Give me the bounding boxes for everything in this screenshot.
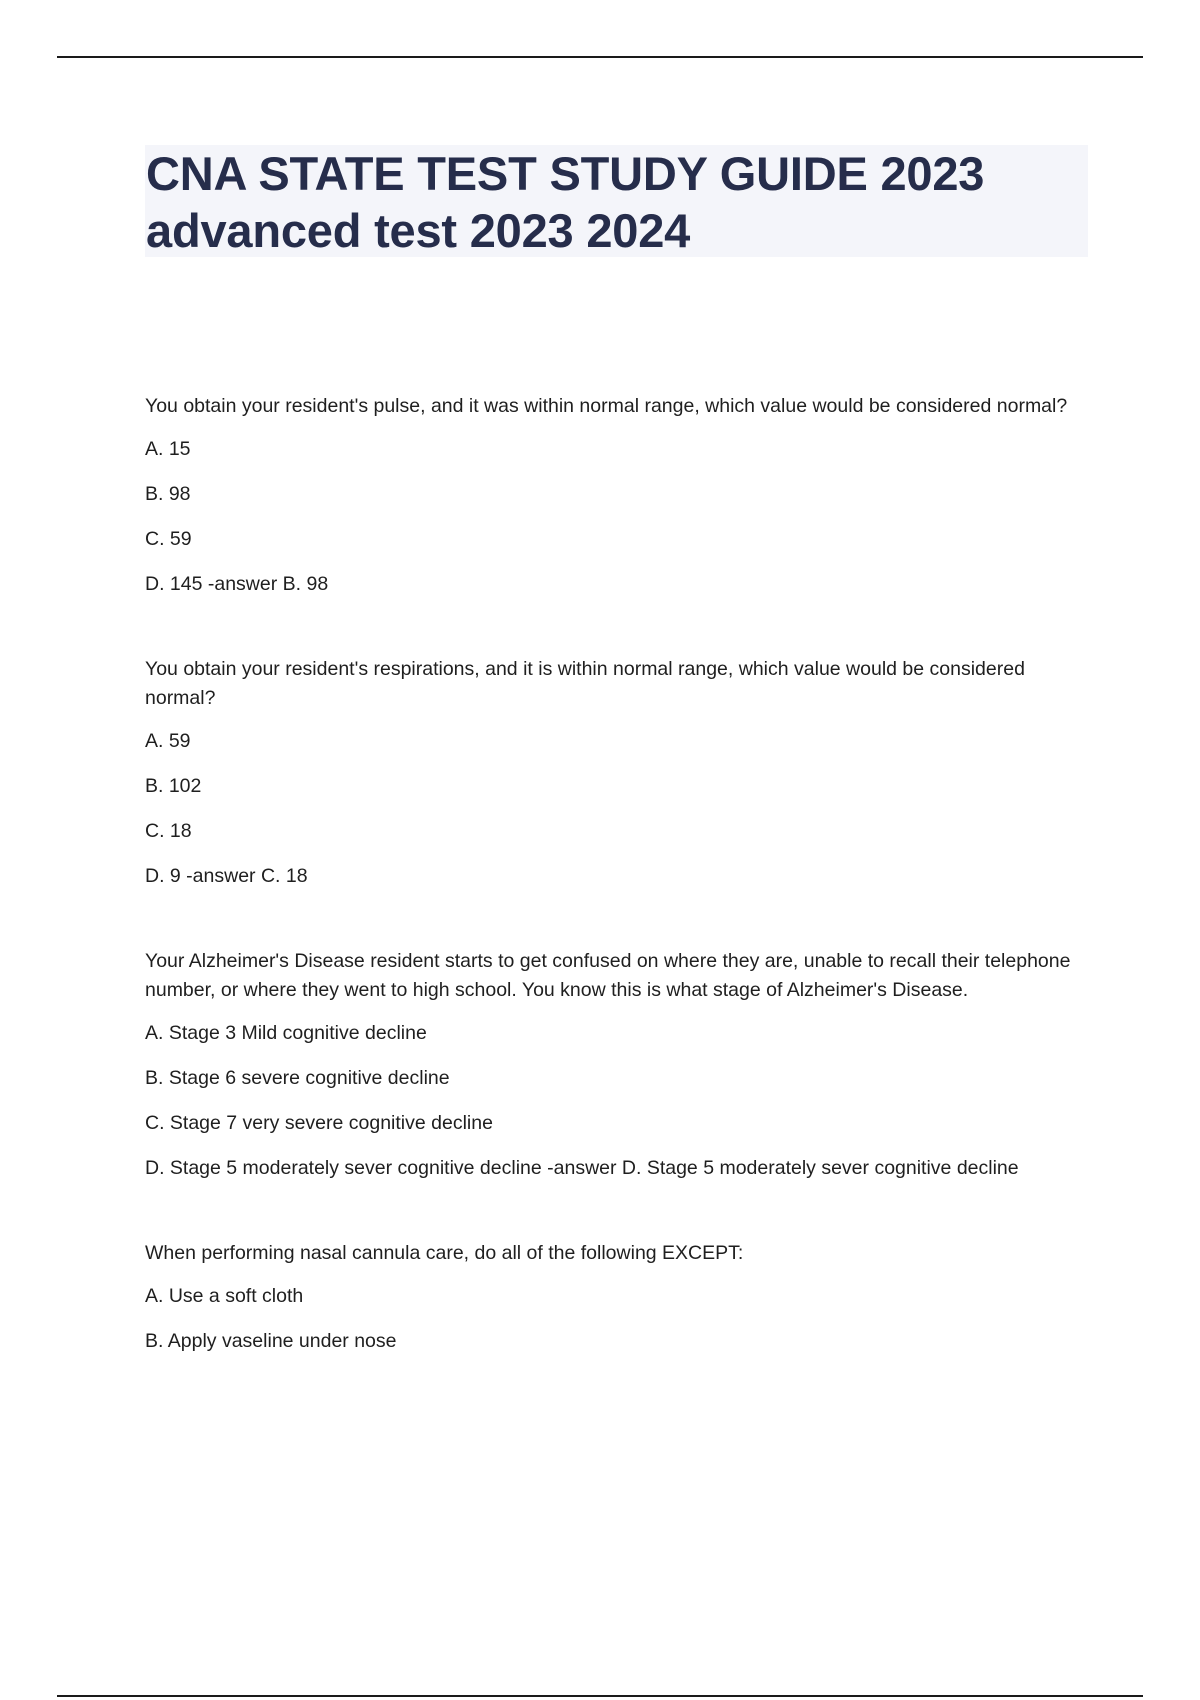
question-text: You obtain your resident's respirations, and it is within normal range, which value would be considered normal? xyxy=(145,658,1025,709)
answer-option: C. Stage 7 very severe cognitive decline xyxy=(145,1112,493,1134)
question-list xyxy=(145,392,1085,1412)
page-title: CNA STATE TEST STUDY GUIDE 2023 advanced test 2023 2024 xyxy=(146,147,985,257)
bottom-divider xyxy=(57,1695,1143,1697)
answer-option: A. 15 xyxy=(145,438,191,460)
answer-option: A. 59 xyxy=(145,730,191,752)
answer-option: D. 145 -answer B. 98 xyxy=(145,573,329,595)
answer-option: B. 98 xyxy=(145,483,191,505)
answer-option: C. 18 xyxy=(145,820,192,842)
question-block xyxy=(145,655,1085,891)
question-block xyxy=(145,1239,1085,1356)
top-divider xyxy=(57,56,1143,58)
answer-option: D. 9 -answer C. 18 xyxy=(145,865,308,887)
question-block xyxy=(145,392,1085,599)
answer-option: A. Stage 3 Mild cognitive decline xyxy=(145,1022,427,1044)
question-text: Your Alzheimer's Disease resident starts to get confused on where they are, unable to recall their telephone number, or where they went to high school. You know this is what stage of Alzheimer's Disease. xyxy=(145,950,1071,1001)
answer-option: B. Stage 6 severe cognitive decline xyxy=(145,1067,450,1089)
answer-option: B. Apply vaseline under nose xyxy=(145,1330,397,1352)
question-text: You obtain your resident's pulse, and it was within normal range, which value would be considered normal? xyxy=(145,395,1068,417)
answer-option: A. Use a soft cloth xyxy=(145,1285,304,1307)
answer-option: B. 102 xyxy=(145,775,202,797)
question-block xyxy=(145,947,1085,1183)
question-text: When performing nasal cannula care, do all of the following EXCEPT: xyxy=(145,1242,744,1264)
answer-option: C. 59 xyxy=(145,528,192,550)
answer-option: D. Stage 5 moderately sever cognitive decline -answer D. Stage 5 moderately sever cognitive decline xyxy=(145,1157,1019,1179)
